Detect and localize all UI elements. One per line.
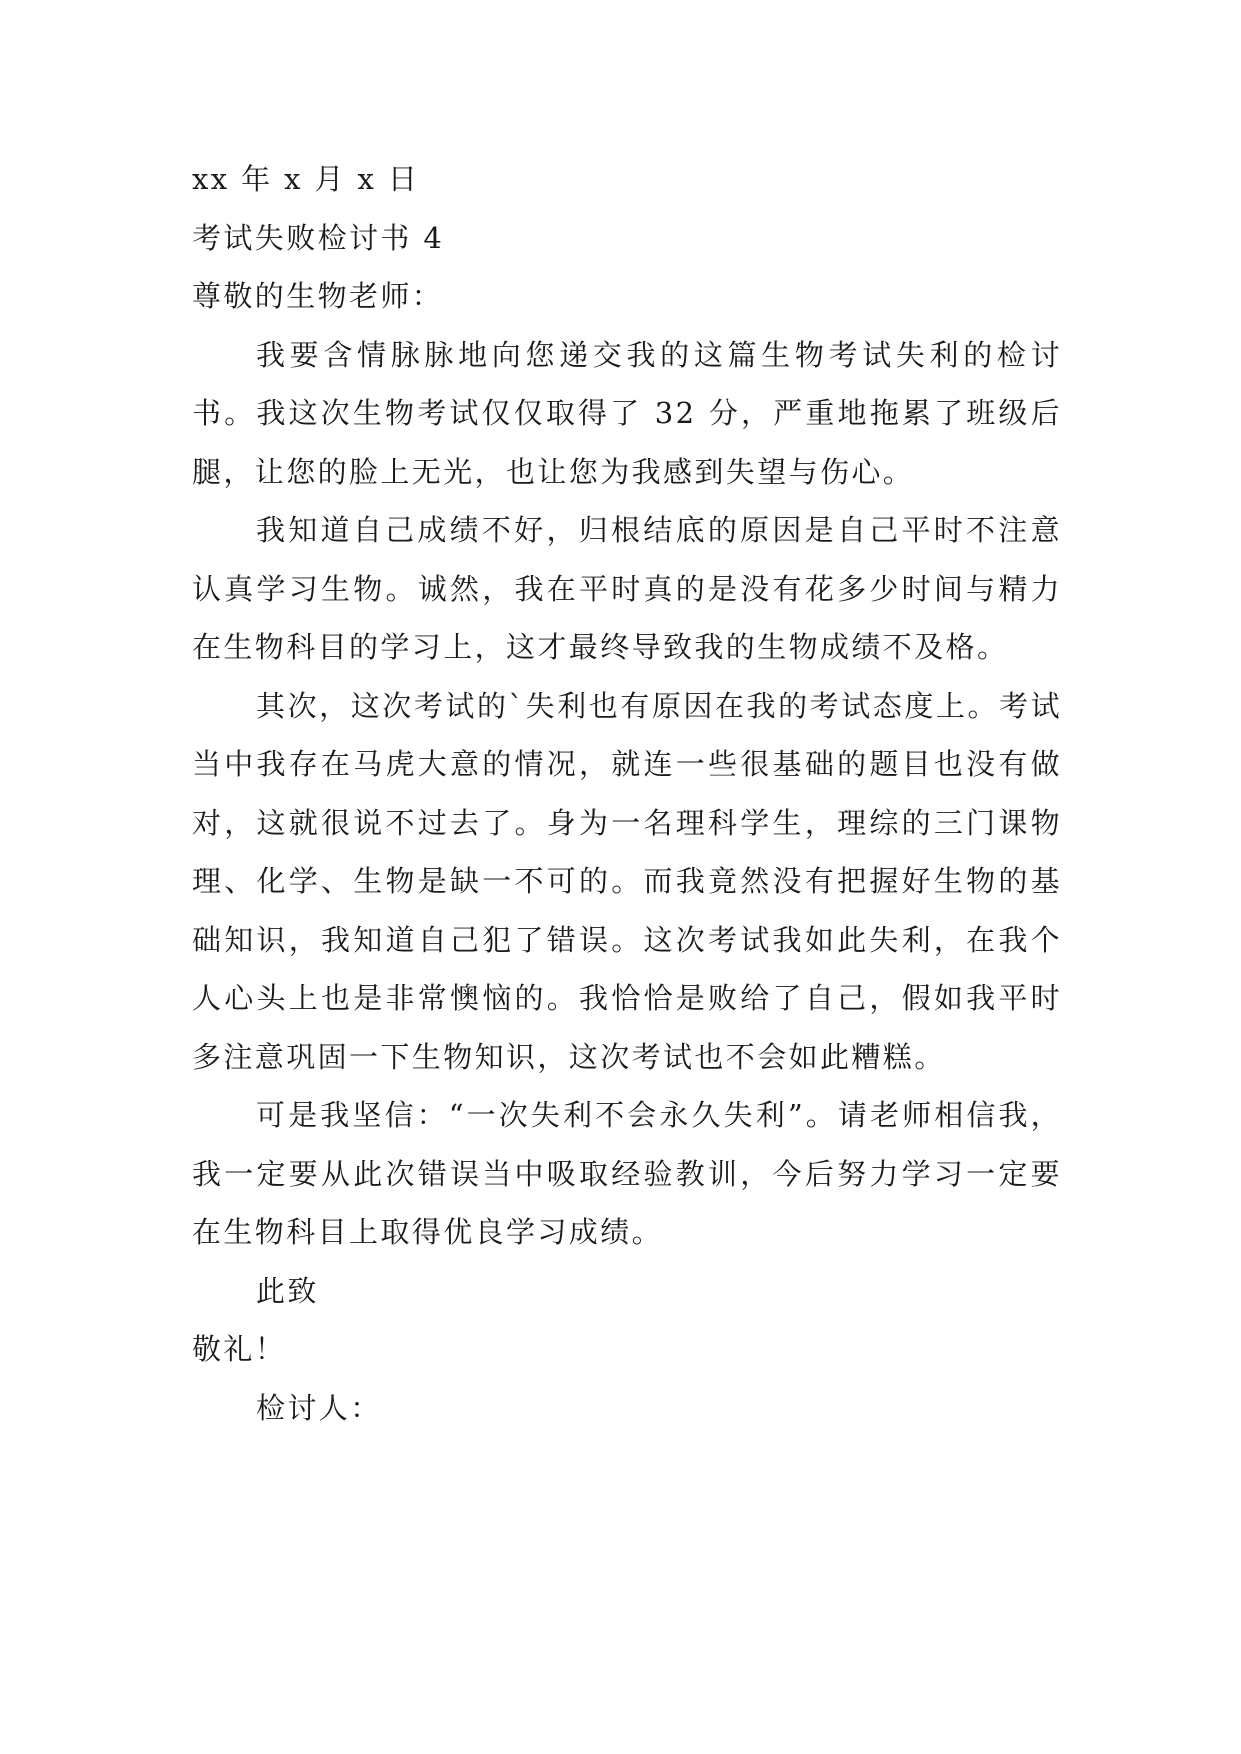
- body-paragraph-2: 我知道自己成绩不好，归根结底的原因是自己平时不注意认真学习生物。诚然，我在平时真的是没有花多少时间与精力在生物科目的学习上，这才最终导致我的生物成绩不及格。: [192, 513, 1062, 664]
- closing-cizhi: 此致: [256, 1273, 319, 1308]
- signature-label: 检讨人：: [256, 1390, 382, 1425]
- closing-jingli: 敬礼！: [192, 1332, 287, 1366]
- salutation: 尊敬的生物老师：: [192, 279, 444, 313]
- document-date: xx 年 x 月 x 日: [192, 162, 420, 196]
- document-page: [192, 150, 1062, 1437]
- body-paragraph-1: 我要含情脉脉地向您递交我的这篇生物考试失利的检讨书。我这次生物考试仅仅取得了 32 分，严重地拖累了班级后腿，让您的脸上无光，也让您为我感到失望与伤心。: [192, 337, 1062, 489]
- body-paragraph-3: 其次，这次考试的`失利也有原因在我的考试态度上。考试当中我存在马虎大意的情况，就连一些很基础的题目也没有做对，这就很说不过去了。身为一名理科学生，理综的三门课物理、化学、生物是缺一不可的。而我竟然没有把握好生物的基础知识，我知道自己犯了错误。这次考试我如此失利，在我个人心头上也是非常懊恼的。我恰恰是败给了自己，假如我平时多注意巩固一下生物知识，这次考试也不会如此糟糕。: [192, 688, 1062, 1074]
- document-title: 考试失败检讨书 4: [192, 220, 445, 255]
- body-paragraph-4: 可是我坚信：“一次失利不会永久失利”。请老师相信我，我一定要从此次错误当中吸取经验教训，今后努力学习一定要在生物科目上取得优良学习成绩。: [192, 1098, 1062, 1249]
